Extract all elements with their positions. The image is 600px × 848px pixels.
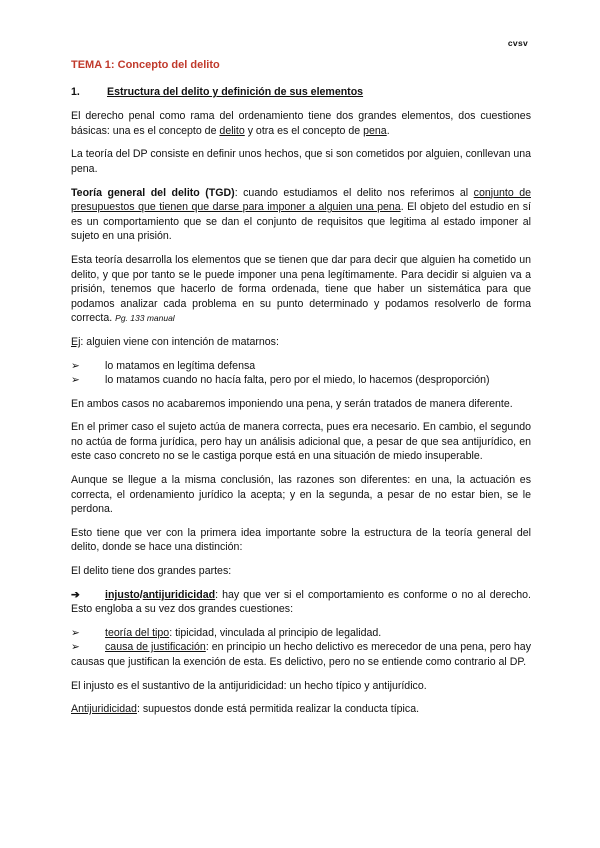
- arrowhead-bullet-icon: ➢: [71, 374, 80, 387]
- list-item: [71, 373, 531, 388]
- list-item: [71, 359, 531, 374]
- section-title: Estructura del delito y definición de sus elementos: [107, 85, 364, 98]
- arrowhead-bullet-icon: ➢: [71, 626, 80, 639]
- underlined-term-injusto: injusto: [105, 588, 140, 601]
- list-item-text: : tipicidad, vinculada al principio de legalidad.: [169, 626, 382, 639]
- underlined-term-antijuridicidad-def: Antijuridicidad: [71, 703, 137, 716]
- underlined-term-causa-justificacion: causa de justificación: [105, 641, 206, 654]
- page-reference: Pg. 133 manual: [115, 313, 175, 324]
- arrowhead-bullet-icon: ➢: [71, 641, 80, 654]
- paragraph-7: En el primer caso el sujeto actúa de manera correcta, pues era necesario. En cambio, el segundo no actúa de forma jurídica, pero hay un análisis adicional que, a pesar de que sea antijurídico, en este caso concreto no se le castiga porque está en una situación de miedo insuperable.: [71, 421, 531, 463]
- underlined-term-teoria-tipo: teoría del tipo: [105, 626, 170, 639]
- text-span: y otra es el concepto de: [244, 124, 364, 137]
- text-span: Esta teoría desarrolla los elementos que se tienen que dar para decir que alguien ha cometido un delito, y que por tanto se le puede imponer una pena legítimamente. Para decidir si alguien va a prisión, tenemos que hacerlo de forma ordenada, tiene que haber un sistemática para que podamos analizar cada problema en su punto determinado y podamos resolverlo de forma correcta.: [71, 253, 531, 325]
- underlined-term-antijuridicidad: antijuridicidad: [142, 588, 216, 601]
- slash: /: [139, 588, 143, 601]
- text-span: : hay que ver si el comportamiento es conforme o no al derecho. Esto engloba a su vez dos grandes cuestiones:: [71, 588, 531, 616]
- text-span: . El objeto del estudio en sí es un comportamiento que se dan el conjunto de requisitos que legitima al estado imponer al sujeto en una prisión.: [71, 201, 531, 243]
- cuestiones-list: [71, 626, 531, 670]
- underlined-term-ej: Ej: [71, 335, 81, 348]
- list-item-text: lo matamos cuando no hacía falta, pero por el miedo, lo hacemos (desproporción): [105, 374, 490, 387]
- paragraph-9: Esto tiene que ver con la primera idea importante sobre la estructura de la teoría general del delito, donde se hace una distinción:: [71, 526, 531, 554]
- header-initials: cvsv: [507, 38, 528, 48]
- underlined-term-delito: delito: [219, 124, 245, 137]
- text-span: El derecho penal como rama del ordenamiento tiene dos grandes elementos, dos cuestiones básicas: una es el concepto de: [71, 110, 531, 137]
- paragraph-1: [71, 109, 531, 138]
- list-item-text: : en principio un hecho delictivo es merecedor de una pena, pero hay causas que justifican la exención de esta. Es delictivo, pero no se entiende como contrario al DP.: [71, 641, 531, 668]
- list-item: [71, 640, 531, 669]
- section-number: 1.: [71, 85, 80, 98]
- list-item: [71, 626, 531, 641]
- underlined-definition: conjunto de presupuestos que tienen que darse para imponer a alguien una pena: [71, 186, 531, 214]
- section-heading: [71, 85, 531, 100]
- paragraph-example: [71, 335, 531, 350]
- text-span: : alguien viene con intención de matarnos:: [80, 335, 279, 348]
- paragraph-injusto: [71, 588, 531, 617]
- text-span: .: [386, 124, 390, 137]
- paragraph-12: El injusto es el sustantivo de la antijuridicidad: un hecho típico y antijurídico.: [71, 679, 427, 692]
- bold-term-tgd: Teoría general del delito (TGD): [71, 186, 235, 199]
- paragraph-8: Aunque se llegue a la misma conclusión, las razones son diferentes: en una, la actuación es correcta, el ordenamiento jurídico la acepta; y en la segunda, a pesar de no estar bien, se le perdona.: [71, 474, 531, 516]
- paragraph-4: [71, 253, 531, 326]
- paragraph-10: El delito tiene dos grandes partes:: [71, 565, 232, 578]
- document-body: [71, 58, 531, 726]
- paragraph-6: En ambos casos no acabaremos imponiendo una pena, y serán tratados de manera diferente.: [71, 397, 513, 410]
- paragraph-2: La teoría del DP consiste en definir unos hechos, que si son cometidos por alguien, conllevan una pena.: [71, 148, 531, 175]
- right-arrow-icon: ➔: [71, 588, 80, 601]
- text-span: : supuestos donde está permitida realizar la conducta típica.: [136, 703, 420, 716]
- paragraph-13: [71, 702, 531, 717]
- text-span: : cuando estudiamos el delito nos referimos al: [234, 186, 474, 199]
- example-list: [71, 359, 531, 388]
- list-item-text: lo matamos en legítima defensa: [105, 359, 256, 372]
- paragraph-3: [71, 186, 531, 244]
- arrowhead-bullet-icon: ➢: [71, 359, 80, 372]
- page-title: TEMA 1: Concepto del delito: [71, 59, 220, 71]
- underlined-term-pena: pena: [363, 124, 387, 137]
